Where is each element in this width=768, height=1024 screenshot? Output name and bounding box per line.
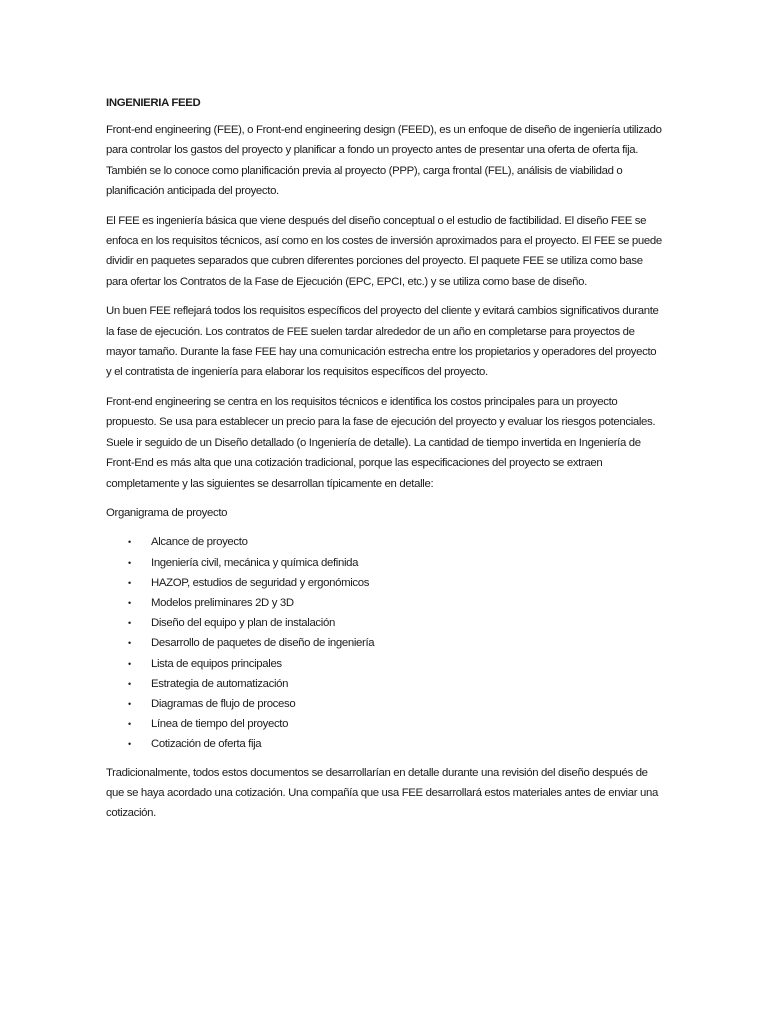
list-item-text: Cotización de oferta fija [151, 738, 262, 751]
paragraph-front-end-focus: Front-end engineering se centra en los requisitos técnicos e identifica los costos principales para un proyecto propuesto. Se usa para establecer un precio para la fase de ejecución del proyecto y evaluar los riesgos potenciales. Suele ir seguido de un Diseño detallado (o Ingeniería de detalle). La cantidad de tiempo invertida en Ingeniería de Front-End es más alta que una cotización tradicional, porque las especificaciones del proyecto se extraen completamente y las siguientes se desarrollan típicamente en detalle: [106, 395, 656, 490]
deliverables-list [106, 532, 664, 754]
list-item [106, 734, 664, 754]
list-item [106, 654, 664, 674]
bullet-icon: • [128, 739, 131, 750]
list-item [106, 694, 664, 714]
bullet-icon: • [128, 638, 131, 649]
paragraph-good-fee: Un buen FEE reflejará todos los requisitos específicos del proyecto del cliente y evitará cambios significativos durante la fase de ejecución. Los contratos de FEE suelen tardar alrededor de un año en completarse para proyectos de mayor tamaño. Durante la fase FEE hay una comunicación estrecha entre los propietarios y operadores del proyecto y el contratista de ingeniería para elaborar los requisitos específicos del proyecto. [106, 305, 659, 379]
list-item [106, 613, 664, 633]
list-item-text: Línea de tiempo del proyecto [151, 718, 289, 731]
list-item-text: Diagramas de flujo de proceso [151, 697, 296, 710]
list-item-text: Estrategia de automatización [151, 677, 289, 690]
list-item [106, 532, 664, 552]
list-item [106, 674, 664, 694]
list-item [106, 633, 664, 653]
list-item-text: HAZOP, estudios de seguridad y ergonómicos [151, 576, 370, 589]
bullet-icon: • [128, 678, 131, 689]
list-item-text: Diseño del equipo y plan de instalación [151, 617, 335, 630]
paragraph-basic-engineering: El FEE es ingeniería básica que viene después del diseño conceptual o el estudio de factibilidad. El diseño FEE se enfoca en los requisitos técnicos, así como en los costes de inversión aproximados para el proyecto. El FEE se puede dividir en paquetes separados que cubren diferentes porciones del proyecto. El paquete FEE se utiliza como base para ofertar los Contratos de la Fase de Ejecución (EPC, EPCI, etc.) y se utiliza como base de diseño. [106, 214, 662, 288]
document-page [106, 94, 664, 833]
list-item-text: Alcance de proyecto [151, 536, 248, 549]
bullet-icon: • [128, 719, 131, 730]
bullet-icon: • [128, 658, 131, 669]
bullet-icon: • [128, 577, 131, 588]
paragraph-intro: Front-end engineering (FEE), o Front-end engineering design (FEED), es un enfoque de diseño de ingeniería utilizado para controlar los gastos del proyecto y planificar a fondo un proyecto antes de presentar una oferta de oferta fija. También se lo conoce como planificación previa al proyecto (PPP), carga frontal (FEL), análisis de viabilidad o planificación anticipada del proyecto. [106, 124, 662, 198]
list-item [106, 573, 664, 593]
list-item [106, 714, 664, 734]
bullet-icon: • [128, 557, 131, 568]
bullet-icon: • [128, 618, 131, 629]
list-item [106, 553, 664, 573]
list-item-text: Desarrollo de paquetes de diseño de ingeniería [151, 637, 375, 650]
list-item-text: Ingeniería civil, mecánica y química definida [151, 556, 359, 569]
bullet-icon: • [128, 597, 131, 608]
list-item [106, 593, 664, 613]
list-item-text: Modelos preliminares 2D y 3D [151, 596, 294, 609]
bullet-icon: • [128, 537, 131, 548]
list-item-text: Lista de equipos principales [151, 657, 282, 670]
bullet-icon: • [128, 698, 131, 709]
document-title: INGENIERIA FEED [106, 97, 201, 109]
paragraph-closing: Tradicionalmente, todos estos documentos se desarrollarían en detalle durante una revisión del diseño después de que se haya acordado una cotización. Una compañía que usa FEE desarrollará estos materiales antes de enviar una cotización. [106, 766, 658, 820]
paragraph-list-heading: Organigrama de proyecto [106, 506, 228, 519]
